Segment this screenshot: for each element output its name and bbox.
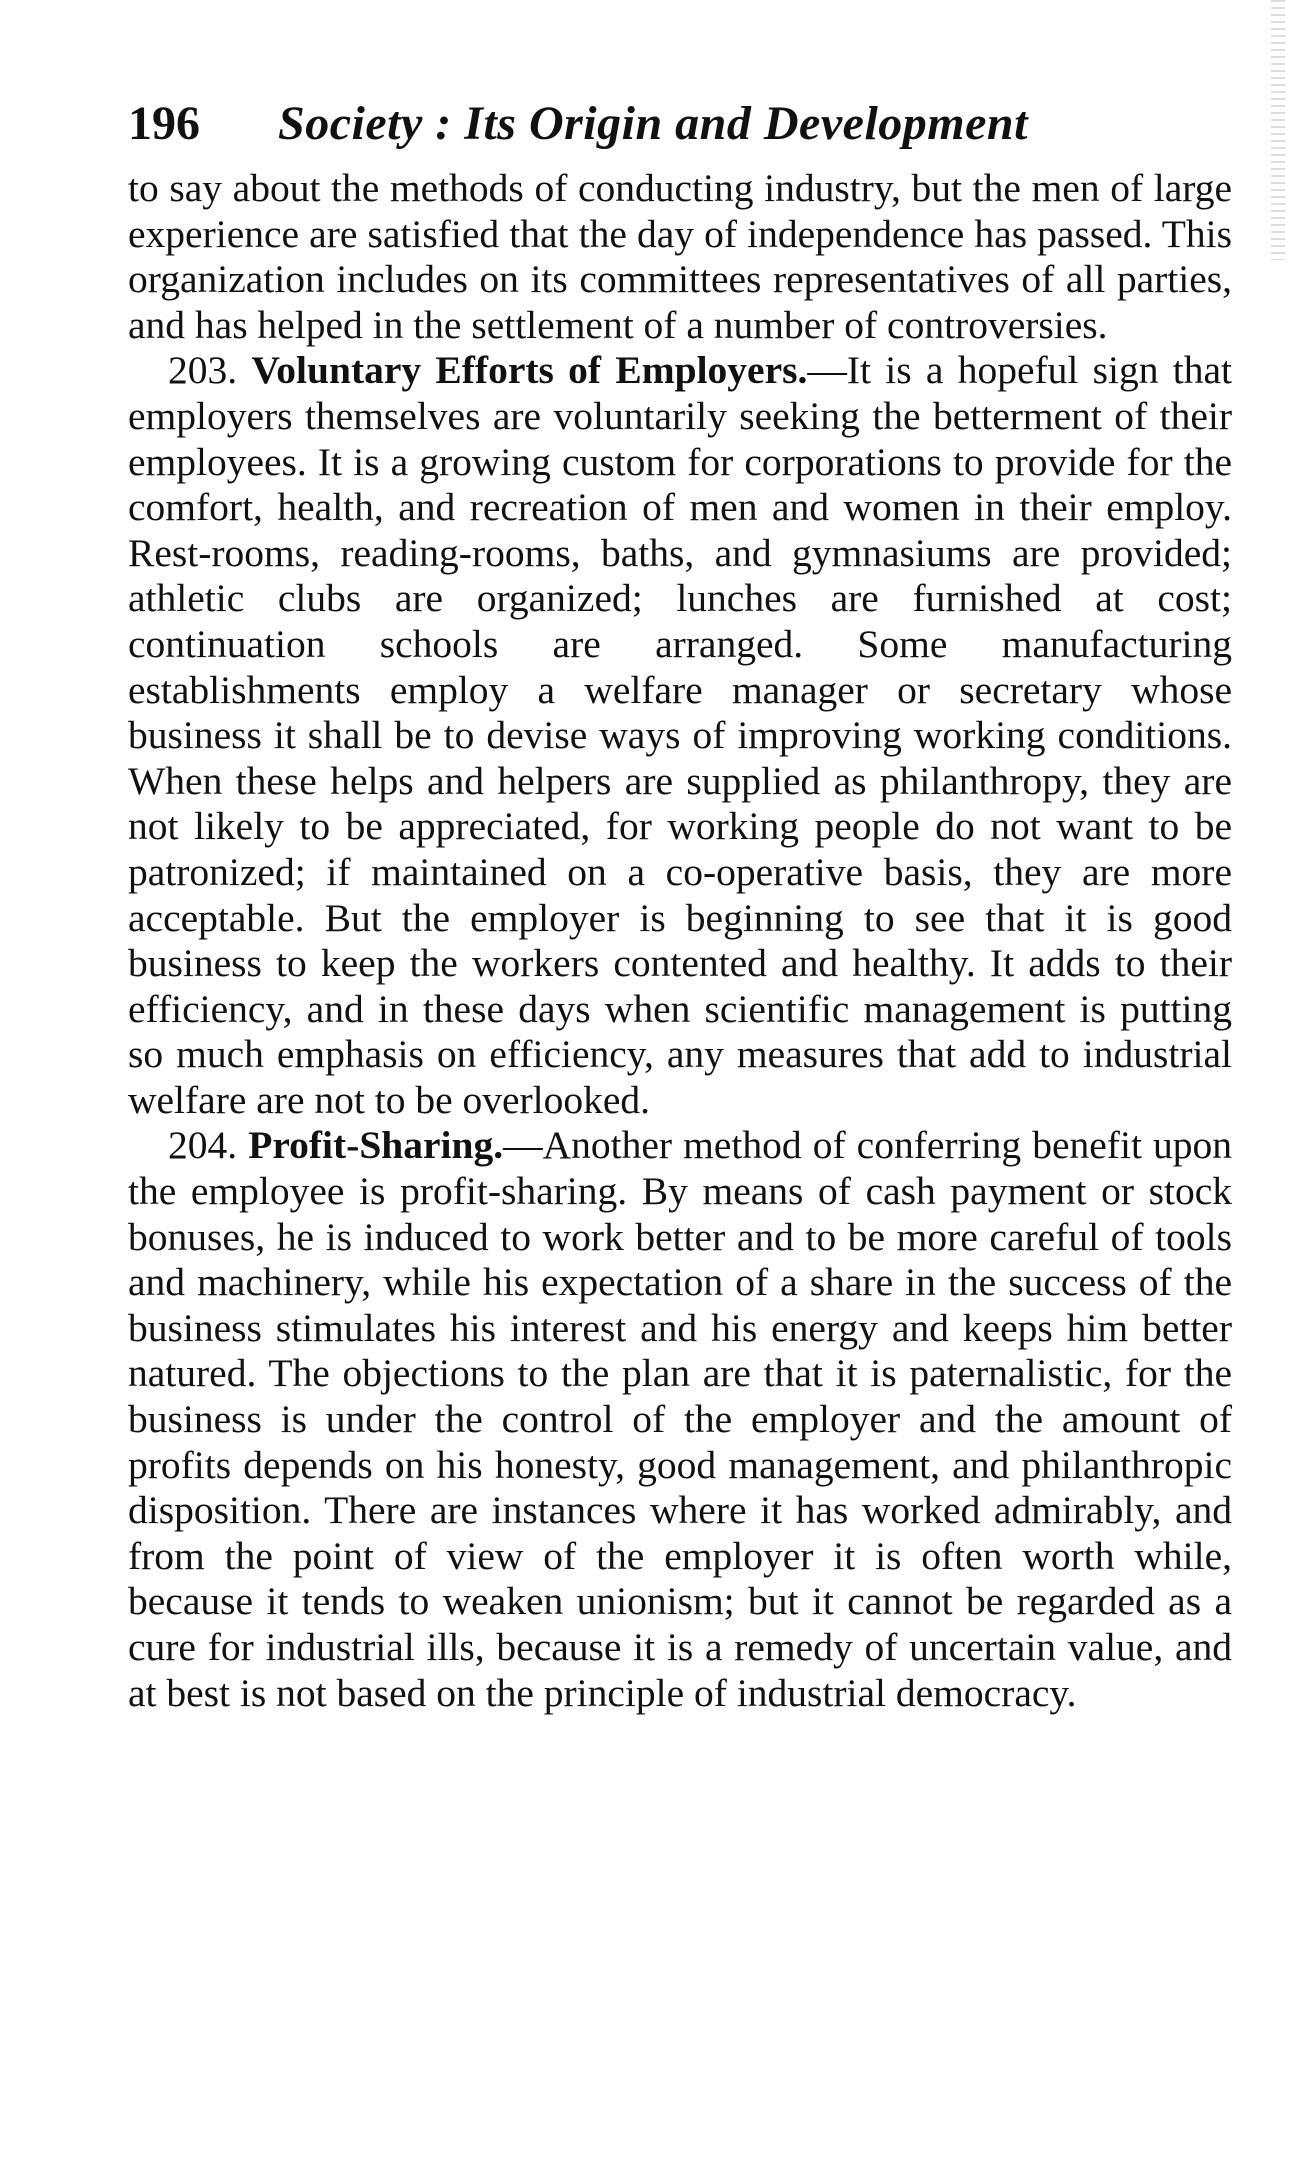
section-text: —It is a hopeful sign that employers themselves are voluntarily seeking the betterment of their employees. It is a growing custom for corporations to provide for the comfort, health, and recreation of men and women in their employ. Rest-rooms, reading-rooms, baths, and gymnasiums are provided; athletic clubs are organized; lunches are furnished at cost; continuation schools are arranged. Some manufacturing establishments employ a welfare manager or secretary whose business it shall be to devise ways of improving working conditions. When these helps and helpers are supplied as philanthropy, they are not likely to be appreciated, for working people do not want to be patronized; if maintained on a co-operative basis, they are more acceptable. But the employer is beginning to see that it is good business to keep the workers contented and healthy. It adds to their efficiency, and in these days when scientific management is putting so much emphasis on efficiency, any measures that add to industrial welfare are not to be overlooked. xyxy=(128,348,1232,1122)
section-number: 203. xyxy=(168,348,238,393)
page-number: 196 xyxy=(128,97,200,150)
section-number: 204. xyxy=(168,1123,238,1168)
book-title: Society : Its Origin and Development xyxy=(278,97,1028,150)
section-heading: Profit-Sharing. xyxy=(248,1123,504,1168)
paragraph-continued: to say about the methods of conducting industry, but the men of large experience are satisfied that the day of independence has passed. This organization includes on its committees representatives of all parties, and has helped in the settlement of a number of controversies. xyxy=(128,166,1232,347)
section-204 xyxy=(128,1123,1232,1716)
section-text: —Another method of conferring benefit upon the employee is profit-sharing. By means of cash payment or stock bonuses, he is induced to work better and to be more careful of tools and machinery, while his expectation of a share in the success of the business stimulates his interest and his energy and keeps him better natured. The objections to the plan are that it is paternalistic, for the business is under the control of the employer and the amount of profits depends on his honesty, good management, and philanthropic disposition. There are instances where it has worked admirably, and from the point of view of the employer it is often worth while, because it tends to weaken unionism; but it cannot be regarded as a cure for industrial ills, because it is a remedy of uncertain value, and at best is not based on the principle of industrial democracy. xyxy=(128,1123,1232,1715)
scan-edge-marks xyxy=(1271,0,1285,260)
section-203 xyxy=(128,348,1232,1123)
section-heading: Voluntary Efforts of Employers. xyxy=(251,348,808,393)
body-text xyxy=(128,166,1232,1716)
running-head xyxy=(128,96,1232,166)
book-page xyxy=(128,96,1232,1716)
